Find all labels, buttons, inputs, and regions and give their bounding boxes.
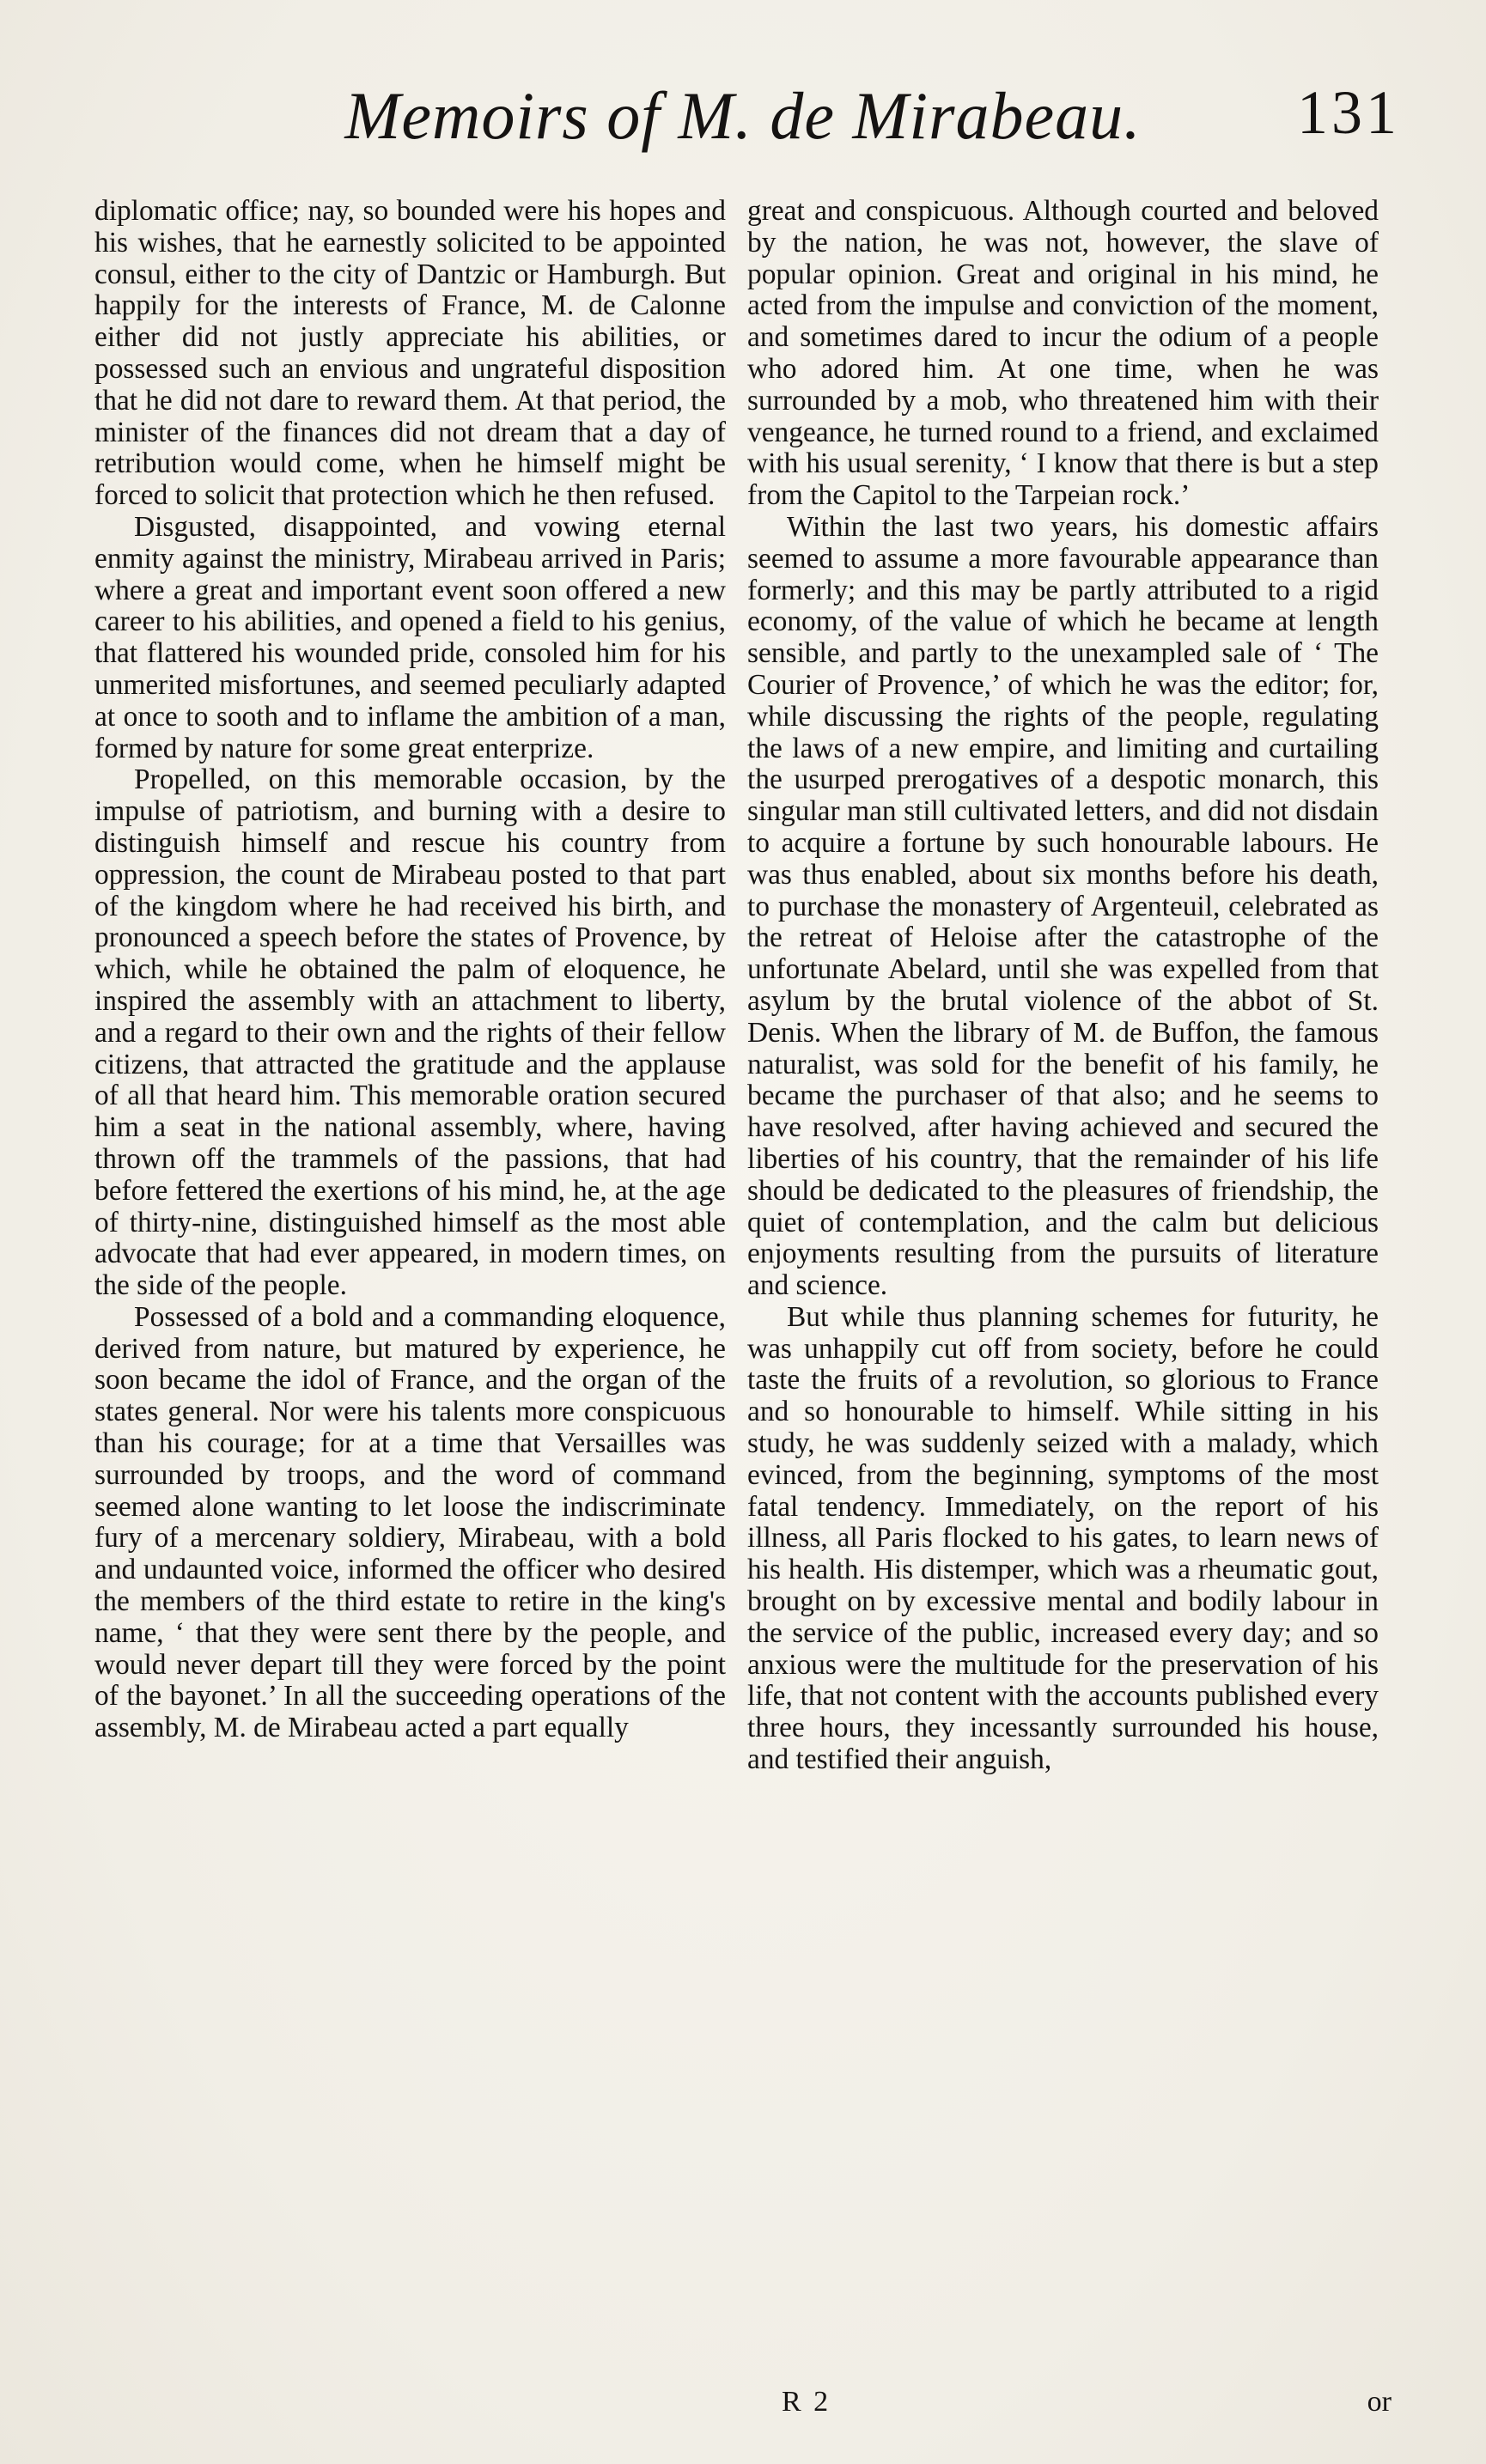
paragraph: diplomatic office; nay, so bounded were his hopes and his wishes, that he earnestly solicited to be appointed consul, either to the city of Dantzic or Hamburgh. But happily for the interests of France, M. de Calonne either did not justly appreciate his abilities, or possessed such an envious and ungrateful disposition that he did not dare to reward them. At that period, the minister of the finances did not dream that a day of retribution would come, when he himself might be forced to solicit that protection which he then refused. bbox=[94, 195, 726, 512]
catchword: or bbox=[1367, 2386, 1392, 2418]
running-title: Memoirs of M. de Mirabeau. bbox=[344, 78, 1142, 153]
paragraph: Disgusted, disappointed, and vowing eternal enmity against the ministry, Mirabeau arrived in Paris; where a great and important event soon offered a new career to his abilities, and opened a field to his genius, that flattered his wounded pride, consoled him for his unmerited misfortunes, and seemed peculiarly adapted at once to sooth and to inflame the ambition of a man, formed by nature for some great enterprize. bbox=[94, 510, 726, 764]
page-number: 131 bbox=[1297, 78, 1400, 147]
page-footer bbox=[86, 2386, 1392, 2429]
signature-mark: R 2 bbox=[782, 2386, 831, 2418]
page-header bbox=[86, 70, 1400, 191]
paragraph: Propelled, on this memorable occasion, by the impulse of patriotism, and burning with a desire to distinguish himself and rescue his country from oppression, the count de Mirabeau posted to that part of the kingdom where he had received his birth, and pronounced a speech before the states of Provence, by which, while he obtained the palm of eloquence, he inspired the assembly with an attachment to liberty, and a regard to their own and the rights of their fellow citizens, that attracted the gratitude and the applause of all that heard him. This memorable oration secured him a seat in the national assembly, where, having thrown off the trammels of the passions, that had before fettered the exertions of his mind, he, at the age of thirty-nine, distinguished himself as the most able advocate that had ever appeared, in modern times, on the side of the people. bbox=[94, 764, 726, 1302]
paragraph: But while thus planning schemes for futurity, he was unhappily cut off from society, before he could taste the fruits of a revolution, so glorious to France and so honourable to himself. While sitting in his study, he was suddenly seized with a malady, which evinced, from the beginning, symptoms of the most fatal tendency. Immediately, on the report of his illness, all Paris flocked to his gates, to learn news of his health. His distemper, which was a rheumatic gout, brought on by excessive mental and bodily labour in the service of the public, increased every day; and so anxious were the multitude for the preservation of his life, that not content with the accounts published every three hours, they incessantly surrounded his house, and testified their anguish, bbox=[747, 1300, 1379, 1776]
paragraph: great and conspicuous. Although courted and beloved by the nation, he was not, however, the slave of popular opinion. Great and original in his mind, he acted from the impulse and conviction of the moment, and sometimes dared to incur the odium of a people who adored him. At one time, when he was surrounded by a mob, who threatened him with their vengeance, he turned round to a friend, and exclaimed with his usual serenity, ‘ I know that there is but a step from the Capitol to the Tarpeian rock.’ bbox=[747, 195, 1379, 512]
paragraph: Within the last two years, his domestic affairs seemed to assume a more favourable appearance than formerly; and this may be partly attributed to a rigid economy, of the value of which he became at length sensible, and partly to the unexampled sale of ‘ The Courier of Provence,’ of which he was the editor; for, while discussing the rights of the people, regulating the laws of a new empire, and limiting and curtailing the usurped prerogatives of a despotic monarch, this singular man still cultivated letters, and did not disdain to acquire a fortune by such honourable labours. He was thus enabled, about six months before his death, to purchase the monastery of Argenteuil, celebrated as the retreat of Heloise after the catastrophe of the unfortunate Abelard, until she was expelled from that asylum by the brutal violence of the abbot of St. Denis. When the library of M. de Buffon, the famous naturalist, was sold for the benefit of his family, he became the purchaser of that also; and he seems to have resolved, after having achieved and secured the liberties of his country, that the remainder of his life should be dedicated to the pleasures of friendship, the quiet of contemplation, and the calm but delicious enjoyments resulting from the pursuits of literature and science. bbox=[747, 510, 1379, 1302]
right-column bbox=[747, 196, 1379, 1776]
paragraph: Possessed of a bold and a commanding eloquence, derived from nature, but matured by experience, he soon became the idol of France, and the organ of the states general. Nor were his talents more conspicuous than his courage; for at a time that Versailles was surrounded by troops, and the word of command seemed alone wanting to let loose the indiscriminate fury of a mercenary soldiery, Mirabeau, with a bold and undaunted voice, informed the officer who desired the members of the third estate to retire in the king's name, ‘ that they were sent there by the people, and would never depart till they were forced by the point of the bayonet.’ In all the succeeding operations of the assembly, M. de Mirabeau acted a part equally bbox=[94, 1300, 726, 1744]
left-column bbox=[94, 196, 726, 1744]
